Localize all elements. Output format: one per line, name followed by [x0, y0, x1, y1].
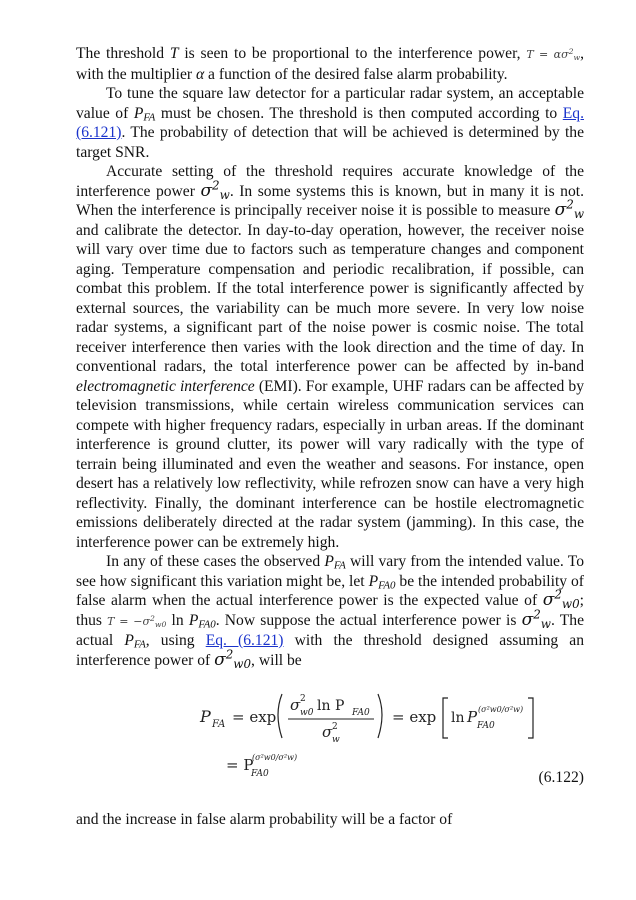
eq-num-lnp: ln P — [317, 698, 345, 714]
eq-6-121-link[interactable]: Eq. (6.121) — [205, 632, 284, 649]
eq-6-121-link[interactable]: Eq. (6.121) — [76, 104, 584, 141]
math-sub: w0 — [154, 619, 167, 629]
pfa-symbol: P — [324, 553, 334, 570]
inline-math-threshold — [526, 48, 580, 61]
math-text: T = −σ — [107, 614, 150, 628]
eq-left-paren — [278, 694, 282, 738]
math-sup: 2 — [225, 646, 234, 661]
pfa-sub: FA — [133, 638, 146, 651]
text: . Now suppose the actual interference power is — [215, 611, 522, 629]
math-sup: 2 — [554, 587, 562, 602]
math-sup: 2 — [533, 606, 541, 621]
text: . The probability of detection that will be achieved is determined by the target SNR. — [76, 124, 584, 161]
text: and calibrate the detector. In day-to-day operation, however, the receiver noise will vary over time due to factors such as temperature changes and component aging. Temperature compensation and periodic recalibration, if possible, can combat this problem. If the total interference power is significantly affected by external sources, the variability can be much more severe. In very low noise radar systems, a significant part of the noise power is cosmic noise. The total receiver interference then varies with the look direction and the time of day. In conventional radars, the total interference power can be affected by in-band — [76, 221, 584, 375]
pfa0-symbol: P — [188, 611, 199, 629]
eq-right-bracket — [528, 698, 533, 738]
math-sub: w — [219, 187, 230, 202]
eq-left-bracket — [443, 698, 448, 738]
math-sup: 2 — [566, 197, 574, 212]
eq-bracket-p: P — [467, 708, 478, 726]
eq-ln: ln — [451, 710, 465, 726]
text: a function of the desired false alarm probability. — [204, 65, 508, 83]
text: To tune the square law detector for a particular radar system, an acceptable value of — [76, 85, 584, 122]
sigma-w0-symbol — [214, 646, 252, 671]
pfa-sub: FA — [143, 111, 156, 124]
paragraph-3 — [76, 162, 584, 552]
sigma: σ — [214, 649, 226, 670]
text: , will be — [251, 651, 302, 669]
eq-line2-sub: FA0 — [251, 769, 269, 779]
paragraph-5: and the increase in false alarm probability will be a factor of — [76, 811, 453, 828]
eq-num-sup: 2 — [300, 694, 306, 704]
sigma-w0-symbol — [542, 587, 580, 611]
eq-bracket-exponent: (σ²w0/σ²w) — [478, 705, 524, 714]
pfa-symbol: P — [124, 632, 134, 649]
text: , using — [145, 632, 206, 649]
sigma-w-symbol — [554, 197, 584, 221]
eq-lhs: P — [200, 707, 211, 726]
eq-den-sup: 2 — [332, 722, 338, 732]
text: with the threshold designed assuming an interference power of — [76, 632, 585, 669]
text: ; thus — [76, 592, 584, 629]
paragraph-4 — [76, 552, 584, 670]
math-sup: 2 — [212, 177, 220, 192]
equation-graphic — [76, 676, 584, 792]
pfa0-sub: FA0 — [378, 579, 396, 592]
pfa-symbol: P — [133, 104, 144, 122]
text: be the intended probability of false alarm when the actual interference power is the expected value of — [76, 572, 584, 609]
eq-lhs-sub: FA — [212, 719, 226, 730]
eq-exp-1: = exp — [232, 708, 277, 726]
math-sub: w — [573, 206, 584, 221]
sigma: σ — [521, 609, 534, 630]
inline-math-threshold — [107, 615, 166, 628]
eq-bracket-p-sub: FA0 — [477, 721, 495, 731]
text: In any of these cases the observed — [106, 553, 325, 570]
eq-num-sub: w0 — [300, 708, 314, 718]
text: (EMI). For example, UHF radars can be affected by television transmissions, while certain wireless communication services can compete with higher frequency radars, especially in urban areas. If the dominant interference is ground clutter, its power will vary radically with the type of terrain being illuminated and even the weather and seasons. For instance, open desert has a relatively low reflectivity, while refrozen snow can have a very high reflectivity. Finally, the dominant interference can be hostile electromagnetic emissions deliberately directed at the radar system (jamming). In this case, the interference power can be extremely high. — [76, 377, 584, 551]
math-sub: w0 — [561, 596, 580, 611]
document-page — [76, 44, 584, 830]
eq-line2: = P — [226, 756, 254, 774]
equation-number: (6.122) — [538, 769, 584, 786]
alpha-symbol: α — [195, 65, 205, 83]
math-text: T = ασ — [526, 48, 569, 61]
eq-line2-exponent: (σ²w0/σ²w) — [252, 753, 298, 762]
pfa-sub: FA — [333, 559, 346, 572]
pfa0-sub: FA0 — [198, 618, 216, 631]
eq-den-sub: w — [332, 735, 340, 745]
math-sub: w — [573, 52, 581, 62]
eq-num-lnp-sub: FA0 — [352, 708, 370, 718]
text: Accurate setting of the threshold requires accurate knowledge of the interference power — [76, 163, 584, 200]
text: will vary from the intended value. To see how significant this variation might be, let — [76, 553, 584, 590]
text: . In some systems this is known, but in many it is not. When the interference is principally receiver noise it is possible to measure — [76, 182, 584, 219]
text: . The actual — [76, 611, 584, 649]
eq-num-sigma: σ — [290, 696, 301, 714]
text: with the multiplier — [76, 65, 196, 83]
pfa0-symbol: P — [368, 572, 379, 590]
emi-term: electromagnetic interference — [76, 377, 255, 395]
text: must be chosen. The threshold is then computed according to — [155, 104, 563, 122]
eq-den-sigma: σ — [322, 723, 333, 741]
text: ln — [166, 611, 189, 629]
math-sub: w — [540, 616, 551, 631]
sigma-w-symbol — [200, 177, 230, 202]
sigma: σ — [554, 200, 567, 220]
threshold-symbol: T — [169, 45, 179, 62]
math-sup: 2 — [149, 613, 155, 623]
math-sup: 2 — [568, 46, 574, 56]
sigma: σ — [200, 180, 213, 201]
eq-exp-2: = exp — [392, 708, 437, 726]
paragraph-2 — [76, 84, 584, 162]
sigma: σ — [542, 590, 555, 610]
text: is seen to be proportional to the interference power, — [178, 45, 527, 62]
paragraph-1 — [76, 44, 584, 84]
math-sub: w0 — [233, 656, 252, 671]
equation-6-122 — [76, 676, 584, 792]
text: , — [580, 45, 584, 62]
sigma-w-symbol — [521, 606, 551, 631]
eq-right-paren — [378, 694, 382, 738]
text: The threshold — [76, 45, 170, 62]
